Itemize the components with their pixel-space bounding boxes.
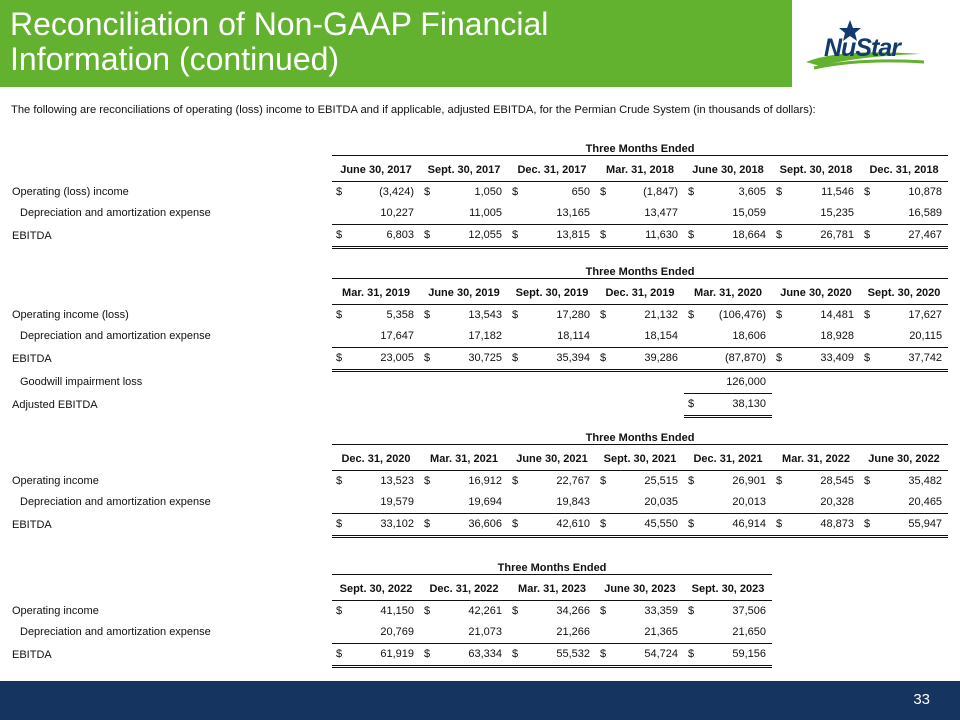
currency-symbol (684, 326, 702, 348)
currency-symbol (860, 393, 878, 416)
column-header: Dec. 31, 2018 (860, 160, 948, 181)
cell-value: 25,515 (644, 475, 678, 487)
currency-symbol (508, 492, 526, 514)
currency-symbol: $ (596, 513, 614, 536)
intro-text: The following are reconciliations of operating (loss) income to EBITDA and if applicable, adjusted EBITDA, for the Permian Crude System (in thousands of dollars): (11, 104, 816, 116)
cell-value: 13,523 (380, 475, 414, 487)
cell-value: 14,481 (820, 309, 854, 321)
column-header: Mar. 31, 2020 (684, 283, 772, 304)
group-header: Three Months Ended (332, 266, 948, 279)
currency-symbol (684, 347, 702, 370)
currency-symbol: $ (420, 224, 438, 247)
cell-value: 11,630 (614, 224, 684, 247)
cell-value: 20,328 (790, 492, 860, 514)
currency-symbol (420, 203, 438, 225)
cell-value: 20,013 (702, 492, 772, 514)
cell-value: 6,803 (350, 224, 420, 247)
currency-symbol (860, 326, 878, 348)
page-number: 33 (913, 691, 930, 708)
currency-symbol (508, 370, 526, 393)
cell-value: 21,266 (526, 622, 596, 644)
row-label: Depreciation and amortization expense (20, 496, 211, 509)
cell-value (526, 370, 596, 393)
currency-symbol: $ (420, 643, 438, 666)
column-header: Dec. 31, 2020 (332, 449, 420, 470)
currency-symbol (596, 393, 614, 416)
financial-table-4 (10, 558, 772, 668)
row-label: Operating income (loss) (12, 308, 129, 321)
currency-symbol: $ (512, 309, 519, 321)
cell-value: 55,532 (526, 643, 596, 666)
currency-symbol (596, 622, 614, 644)
cell-value: 22,767 (556, 475, 590, 487)
row-label: Operating (loss) income (12, 185, 129, 198)
currency-symbol: $ (864, 309, 871, 321)
currency-symbol (332, 393, 350, 416)
cell-value: 17,627 (908, 309, 943, 321)
cell-value: 26,901 (732, 475, 766, 487)
row-label: EBITDA (12, 352, 52, 365)
currency-symbol (508, 622, 526, 644)
column-header: Dec. 31, 2021 (684, 449, 772, 470)
row-label: Goodwill impairment loss (20, 375, 143, 388)
column-header: June 30, 2022 (860, 449, 948, 470)
cell-value: 126,000 (702, 370, 772, 393)
cell-value: 21,132 (644, 309, 678, 321)
table-row (10, 513, 948, 536)
currency-symbol (772, 326, 790, 348)
cell-value: 38,130 (702, 393, 772, 416)
column-header: June 30, 2023 (596, 579, 684, 600)
column-header: Mar. 31, 2019 (332, 283, 420, 304)
row-label: Adjusted EBITDA (12, 398, 98, 411)
currency-symbol: $ (336, 605, 343, 617)
cell-value: 15,059 (702, 203, 772, 225)
currency-symbol: $ (332, 643, 350, 666)
cell-value: 33,359 (644, 605, 678, 617)
currency-symbol: $ (688, 186, 695, 198)
cell-value: (87,870) (702, 347, 772, 370)
currency-symbol (684, 492, 702, 514)
currency-symbol (420, 393, 438, 416)
cell-value: 48,873 (790, 513, 860, 536)
currency-symbol: $ (420, 347, 438, 370)
cell-value: 23,005 (350, 347, 420, 370)
currency-symbol (684, 203, 702, 225)
footer-bar (0, 681, 960, 720)
column-header: Mar. 31, 2022 (772, 449, 860, 470)
cell-value: 30,725 (438, 347, 508, 370)
currency-symbol: $ (864, 475, 871, 487)
currency-symbol (860, 203, 878, 225)
currency-symbol: $ (776, 186, 783, 198)
group-header: Three Months Ended (332, 432, 948, 445)
cell-value: 19,843 (526, 492, 596, 514)
currency-symbol: $ (688, 309, 695, 321)
cell-value: 28,545 (820, 475, 854, 487)
currency-symbol (332, 370, 350, 393)
currency-symbol: $ (332, 347, 350, 370)
currency-symbol (332, 326, 350, 348)
currency-symbol: $ (508, 513, 526, 536)
logo-wordmark: NuStar (824, 34, 900, 62)
cell-value: (106,476) (718, 309, 766, 321)
currency-symbol (684, 622, 702, 644)
table-row (10, 181, 948, 203)
column-header: Mar. 31, 2018 (596, 160, 684, 181)
column-header: Sept. 30, 2017 (420, 160, 508, 181)
cell-value: 18,114 (526, 326, 596, 348)
currency-symbol (596, 326, 614, 348)
cell-value (438, 393, 508, 416)
cell-value: 3,605 (738, 186, 766, 198)
cell-value: 27,467 (878, 224, 948, 247)
cell-value: 42,261 (468, 605, 502, 617)
currency-symbol (596, 370, 614, 393)
cell-value (614, 370, 684, 393)
currency-symbol: $ (684, 224, 702, 247)
financial-table-3 (10, 428, 948, 538)
currency-symbol: $ (508, 643, 526, 666)
currency-symbol (596, 203, 614, 225)
group-header: Three Months Ended (332, 143, 948, 156)
currency-symbol: $ (600, 186, 607, 198)
cell-value: 11,005 (438, 203, 508, 225)
column-header: Mar. 31, 2021 (420, 449, 508, 470)
currency-symbol: $ (600, 309, 607, 321)
cell-value (790, 393, 860, 416)
column-header: Sept. 30, 2018 (772, 160, 860, 181)
cell-value: 35,482 (908, 475, 943, 487)
row-label: Depreciation and amortization expense (20, 626, 211, 639)
column-header: Sept. 30, 2023 (684, 579, 772, 600)
cell-value: 20,035 (614, 492, 684, 514)
currency-symbol (860, 492, 878, 514)
currency-symbol: $ (424, 309, 431, 321)
currency-symbol: $ (772, 513, 790, 536)
cell-value (350, 370, 420, 393)
title-bar (0, 0, 792, 87)
cell-value: 26,781 (790, 224, 860, 247)
currency-symbol: $ (332, 513, 350, 536)
row-label: Operating income (12, 604, 99, 617)
currency-symbol: $ (684, 393, 702, 416)
table-row (10, 203, 948, 225)
currency-symbol: $ (512, 475, 519, 487)
currency-symbol (420, 622, 438, 644)
currency-symbol: $ (596, 347, 614, 370)
currency-symbol (596, 492, 614, 514)
cell-value: 17,182 (438, 326, 508, 348)
currency-symbol: $ (596, 643, 614, 666)
cell-value: 13,477 (614, 203, 684, 225)
column-header: Dec. 31, 2017 (508, 160, 596, 181)
cell-value: 33,409 (790, 347, 860, 370)
cell-value: 13,543 (468, 309, 502, 321)
table-row (10, 622, 772, 644)
table-row (10, 643, 772, 666)
table-row (10, 470, 948, 492)
table-row (10, 304, 948, 326)
column-header: Sept. 30, 2020 (860, 283, 948, 304)
cell-value: 18,664 (702, 224, 772, 247)
currency-symbol: $ (424, 186, 431, 198)
column-header: Sept. 30, 2019 (508, 283, 596, 304)
currency-symbol: $ (600, 475, 607, 487)
currency-symbol (332, 492, 350, 514)
cell-value: 19,579 (350, 492, 420, 514)
cell-value: 37,506 (732, 605, 767, 617)
cell-value: 36,606 (438, 513, 508, 536)
cell-value: 12,055 (438, 224, 508, 247)
cell-value: 55,947 (878, 513, 948, 536)
cell-value: 39,286 (614, 347, 684, 370)
nustar-logo (800, 18, 930, 78)
currency-symbol: $ (336, 475, 343, 487)
currency-symbol (772, 370, 790, 393)
currency-symbol: $ (424, 475, 431, 487)
currency-symbol: $ (336, 309, 343, 321)
cell-value (614, 393, 684, 416)
currency-symbol: $ (772, 224, 790, 247)
currency-symbol: $ (684, 513, 702, 536)
currency-symbol (332, 203, 350, 225)
cell-value: 41,150 (380, 605, 414, 617)
cell-value (350, 393, 420, 416)
cell-value: 61,919 (350, 643, 420, 666)
cell-value: 650 (571, 186, 590, 198)
column-header: Sept. 30, 2021 (596, 449, 684, 470)
cell-value (878, 370, 948, 393)
cell-value: 37,742 (878, 347, 948, 370)
column-header: Dec. 31, 2019 (596, 283, 684, 304)
table-row (10, 370, 948, 393)
column-header: Sept. 30, 2022 (332, 579, 420, 600)
currency-symbol (420, 326, 438, 348)
currency-symbol: $ (688, 605, 695, 617)
cell-value: 17,647 (350, 326, 420, 348)
cell-value: 18,154 (614, 326, 684, 348)
cell-value: 63,334 (438, 643, 508, 666)
cell-value: 42,610 (526, 513, 596, 536)
cell-value: 21,650 (702, 622, 772, 644)
cell-value: 21,365 (614, 622, 684, 644)
cell-value: 16,912 (468, 475, 502, 487)
cell-value: 1,050 (474, 186, 502, 198)
table-row (10, 347, 948, 370)
table-row (10, 326, 948, 348)
row-label: Operating income (12, 474, 99, 487)
cell-value: 10,227 (350, 203, 420, 225)
currency-symbol (332, 622, 350, 644)
cell-value: 46,914 (702, 513, 772, 536)
currency-symbol: $ (332, 224, 350, 247)
cell-value: 35,394 (526, 347, 596, 370)
currency-symbol: $ (776, 475, 783, 487)
table-row (10, 600, 772, 622)
currency-symbol: $ (684, 643, 702, 666)
currency-symbol: $ (596, 224, 614, 247)
column-header: June 30, 2017 (332, 160, 420, 181)
currency-symbol: $ (424, 605, 431, 617)
cell-value: (1,847) (643, 186, 678, 198)
currency-symbol: $ (860, 347, 878, 370)
slide-header (0, 0, 960, 94)
cell-value: 18,606 (702, 326, 772, 348)
slide-title: Reconciliation of Non-GAAP Financial Information (continued) (10, 6, 549, 77)
currency-symbol: $ (860, 224, 878, 247)
table-row (10, 224, 948, 247)
currency-symbol: $ (336, 186, 343, 198)
currency-symbol: $ (600, 605, 607, 617)
currency-symbol: $ (512, 186, 519, 198)
currency-symbol: $ (508, 347, 526, 370)
cell-value: 17,280 (556, 309, 590, 321)
currency-symbol: $ (512, 605, 519, 617)
cell-value: 20,115 (878, 326, 948, 348)
cell-value: 11,546 (821, 186, 854, 198)
currency-symbol (772, 203, 790, 225)
table-row (10, 393, 948, 416)
cell-value: 16,589 (878, 203, 948, 225)
currency-symbol: $ (860, 513, 878, 536)
cell-value: 10,878 (908, 186, 943, 198)
currency-symbol: $ (688, 475, 695, 487)
cell-value: 59,156 (702, 643, 772, 666)
column-header: June 30, 2020 (772, 283, 860, 304)
cell-value (790, 370, 860, 393)
cell-value (438, 370, 508, 393)
column-header: Mar. 31, 2023 (508, 579, 596, 600)
currency-symbol (508, 326, 526, 348)
column-header: June 30, 2018 (684, 160, 772, 181)
cell-value: 45,550 (614, 513, 684, 536)
currency-symbol (860, 370, 878, 393)
cell-value: 20,465 (878, 492, 948, 514)
cell-value: 34,266 (556, 605, 590, 617)
currency-symbol (772, 393, 790, 416)
cell-value: 18,928 (790, 326, 860, 348)
table-row (10, 492, 948, 514)
currency-symbol (684, 370, 702, 393)
column-header: Dec. 31, 2022 (420, 579, 508, 600)
cell-value: 54,724 (614, 643, 684, 666)
cell-value: 19,694 (438, 492, 508, 514)
currency-symbol (772, 492, 790, 514)
currency-symbol (420, 492, 438, 514)
cell-value: 13,815 (526, 224, 596, 247)
cell-value: 5,358 (386, 309, 414, 321)
cell-value: 20,769 (350, 622, 420, 644)
currency-symbol (508, 203, 526, 225)
currency-symbol: $ (864, 186, 871, 198)
currency-symbol: $ (508, 224, 526, 247)
cell-value: 21,073 (438, 622, 508, 644)
currency-symbol (420, 370, 438, 393)
column-header: June 30, 2021 (508, 449, 596, 470)
row-label: EBITDA (12, 648, 52, 661)
cell-value: 15,235 (790, 203, 860, 225)
currency-symbol: $ (776, 309, 783, 321)
cell-value (878, 393, 948, 416)
row-label: Depreciation and amortization expense (20, 207, 211, 220)
row-label: EBITDA (12, 518, 52, 531)
cell-value: 13,165 (526, 203, 596, 225)
financial-table-2 (10, 262, 948, 418)
currency-symbol: $ (420, 513, 438, 536)
cell-value (526, 393, 596, 416)
cell-value: (3,424) (379, 186, 414, 198)
currency-symbol: $ (772, 347, 790, 370)
currency-symbol (508, 393, 526, 416)
column-header: June 30, 2019 (420, 283, 508, 304)
group-header: Three Months Ended (332, 562, 772, 575)
row-label: Depreciation and amortization expense (20, 330, 211, 343)
row-label: EBITDA (12, 229, 52, 242)
cell-value: 33,102 (350, 513, 420, 536)
financial-table-1 (10, 139, 948, 249)
